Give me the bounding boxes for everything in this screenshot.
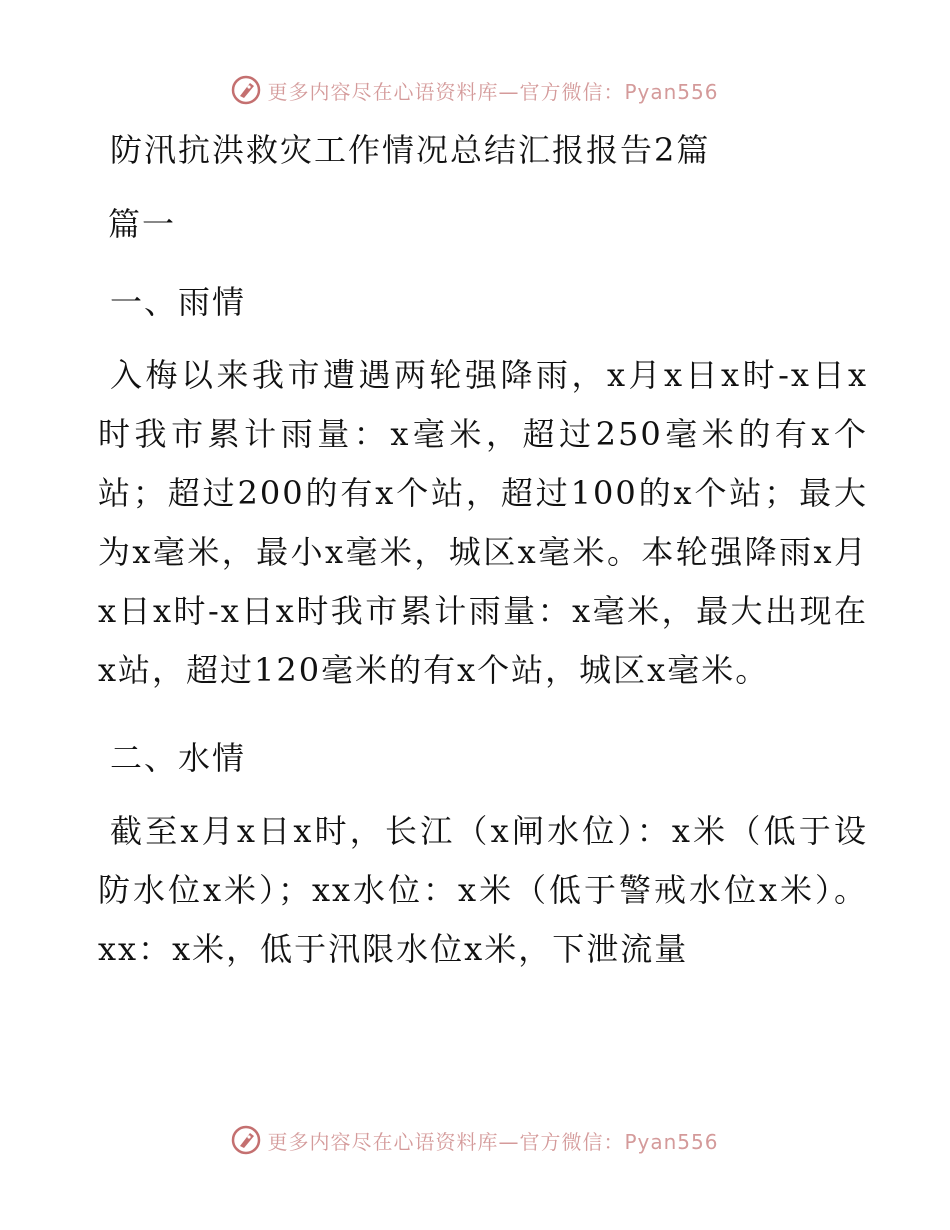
pen-nib-icon [231, 75, 261, 105]
section-paragraph-rain: 入梅以来我市遭遇两轮强降雨，x月x日x时-x日x时我市累计雨量：x毫米，超过250毫米的有x个站；超过200的有x个站，超过100的x个站；最大为x毫米，最小x毫米，城区x毫米。本轮强降雨x月x日x时-x日x时我市累计雨量：x毫米，最大出现在x站，超过120毫米的有x个站，城区x毫米。 [98, 356, 868, 689]
footer-watermark [0, 1120, 950, 1160]
header-watermark [0, 70, 950, 110]
part-label: 篇一 [108, 205, 177, 243]
document-title: 防汛抗洪救灾工作情况总结汇报报告2篇 [110, 131, 711, 169]
watermark-text: 更多内容尽在心语资料库—官方微信：Pyan556 [267, 79, 719, 104]
section-heading-water: 二、水情 [110, 739, 247, 777]
watermark-text: 更多内容尽在心语资料库—官方微信：Pyan556 [267, 1129, 719, 1154]
pen-nib-icon [231, 1125, 261, 1155]
document-body [98, 120, 868, 979]
section-heading-rain: 一、雨情 [110, 283, 247, 321]
section-paragraph-water: 截至x月x日x时，长江（x闸水位）：x米（低于设防水位x米）；xx水位：x米（低于警戒水位x米）。xx：x米，低于汛限水位x米，下泄流量 [98, 812, 868, 968]
